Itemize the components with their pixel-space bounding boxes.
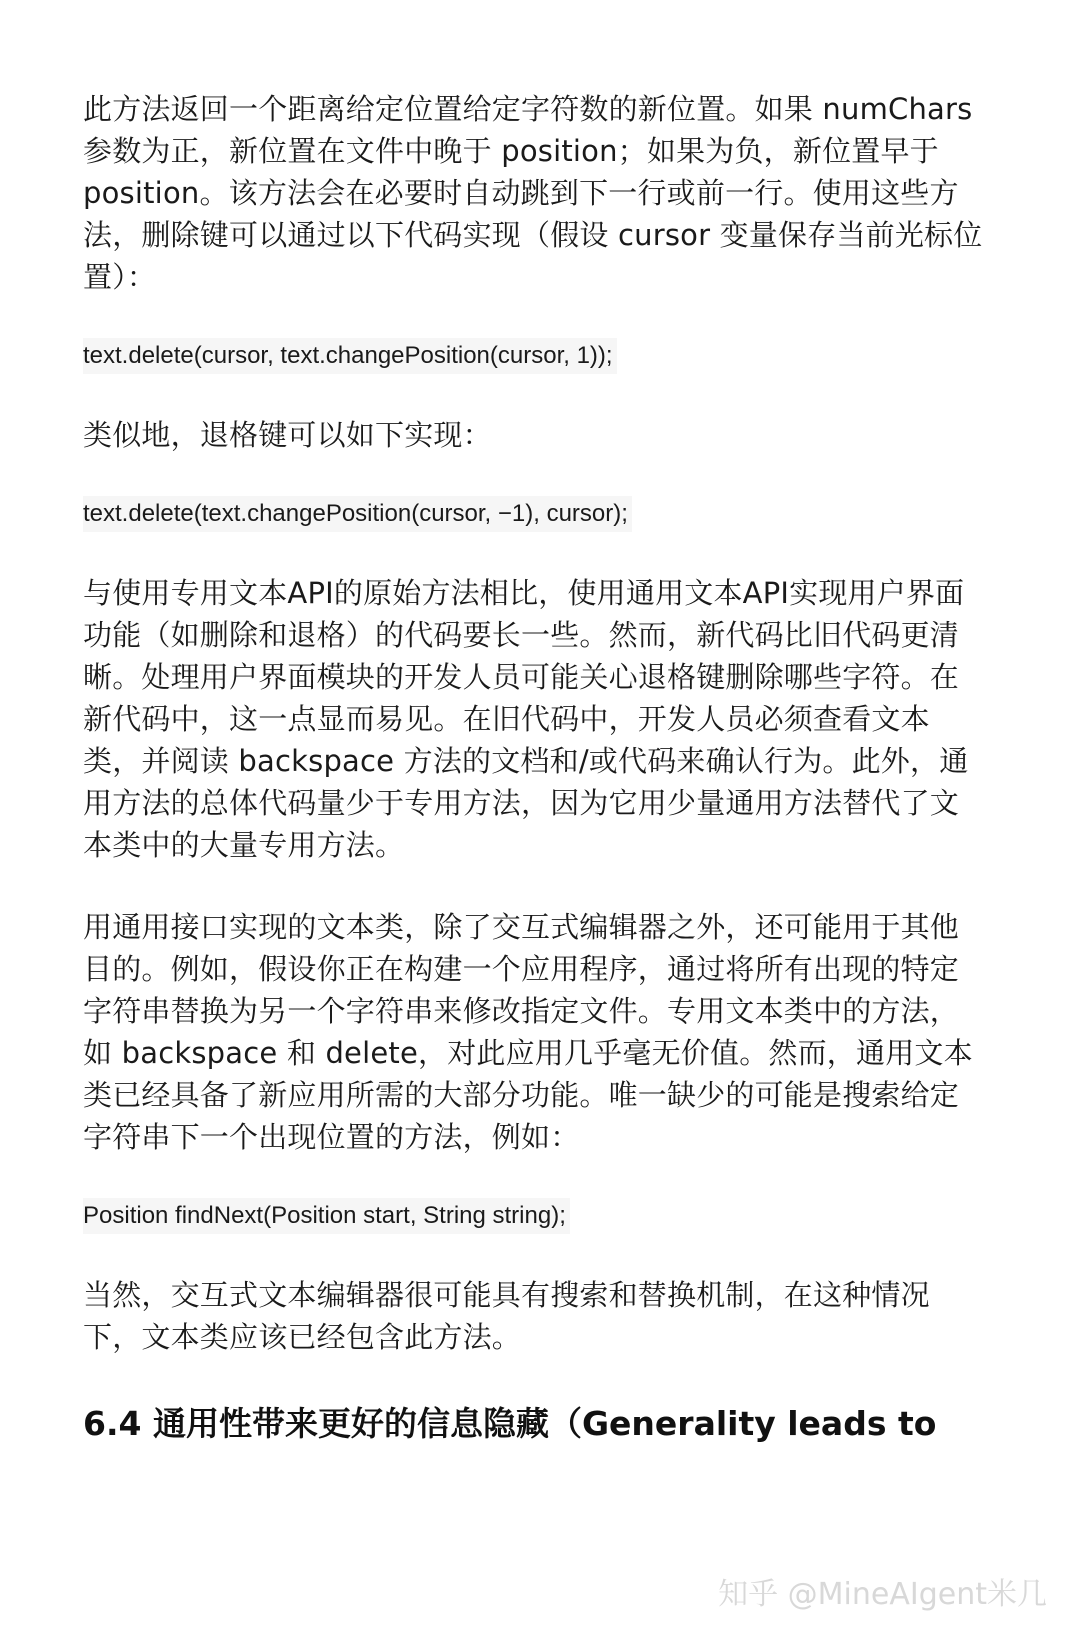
code-line: text.delete(cursor, text.changePosition(cursor, 1)); bbox=[83, 338, 617, 374]
code-line: Position findNext(Position start, String string); bbox=[83, 1198, 570, 1234]
paragraph-search-replace: 当然，交互式文本编辑器很可能具有搜索和替换机制，在这种情况下，文本类应该已经包含此方法。 bbox=[83, 1278, 930, 1354]
code-find-next bbox=[83, 1198, 983, 1234]
paragraph-backspace-intro: 类似地，退格键可以如下实现： bbox=[83, 418, 492, 452]
paragraph-comparison: 与使用专用文本API的原始方法相比，使用通用文本API实现用户界面功能（如删除和退格）的代码要长一些。然而，新代码比旧代码更清晰。处理用户界面模块的开发人员可能关心退格键删除哪些字符。在新代码中，这一点显而易见。在旧代码中，开发人员必须查看文本类，并阅读 backspace 方法的文档和/或代码来确认行为。此外，通用方法的总体代码量少于专用方法，因为它用少量通用方法替代了文本类中的大量专用方法。 bbox=[83, 576, 969, 862]
code-line: text.delete(text.changePosition(cursor, −1), cursor); bbox=[83, 496, 632, 532]
code-delete-key bbox=[83, 338, 983, 374]
code-backspace-key bbox=[83, 496, 983, 532]
article-body bbox=[83, 88, 983, 1446]
zhihu-watermark: 知乎 @MineAIgent米几 bbox=[718, 1577, 1047, 1612]
paragraph-other-uses: 用通用接口实现的文本类，除了交互式编辑器之外，还可能用于其他目的。例如，假设你正在构建一个应用程序，通过将所有出现的特定字符串替换为另一个字符串来修改指定文件。专用文本类中的方法，如 backspace 和 delete，对此应用几乎毫无价值。然而，通用文本类已经具备了新应用所需的大部分功能。唯一缺少的可能是搜索给定字符串下一个出现位置的方法，例如： bbox=[83, 910, 973, 1154]
paragraph-change-position: 此方法返回一个距离给定位置给定字符数的新位置。如果 numChars 参数为正，新位置在文件中晚于 position；如果为负，新位置早于 position。该方法会在必要时自动跳到下一行或前一行。使用这些方法，删除键可以通过以下代码实现（假设 cursor 变量保存当前光标位置）： bbox=[83, 92, 983, 294]
section-heading: 6.4 通用性带来更好的信息隐藏（Generality leads to bbox=[83, 1404, 937, 1443]
